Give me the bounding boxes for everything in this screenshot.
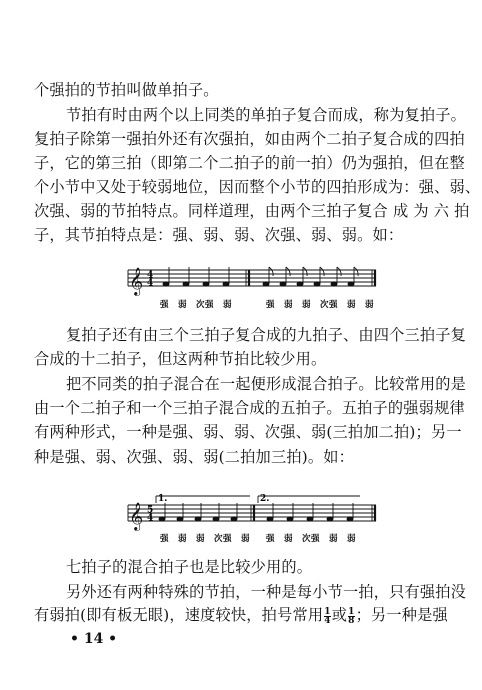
text-line: 复拍子除第一强拍外还有次强拍，如由两个二拍子复合成的四拍 <box>34 130 465 148</box>
text-segment: ；另一种是强 <box>355 606 448 624</box>
text-line: 七拍子的混合拍子也是比较少用的。 <box>66 558 313 576</box>
beat-labels: 强 弱 次强 弱 弱 <box>266 534 357 544</box>
music-staff <box>120 262 380 298</box>
text-line: 个强拍的节拍叫做单拍子。 <box>34 81 219 99</box>
volta-1: 1. <box>158 494 168 504</box>
treble-clef-icon: 𝄞 <box>129 502 144 530</box>
beat-labels: 强 弱 弱 次强 弱 <box>160 534 251 544</box>
time-sig-den: 4 <box>147 513 154 524</box>
text-line: 次强、弱的节拍特点。同样道理，由两个三拍子复合 成 为 六 拍 <box>34 202 470 220</box>
text-line: 有两种形式，一种是强、弱、弱、次强、弱(三拍加二拍)；另一 <box>34 423 462 441</box>
text-line: 子，其节拍特点是：强、弱、弱、次强、弱、弱。如： <box>34 226 404 244</box>
beat-labels: 强 弱 次强 弱 <box>160 300 233 310</box>
page-number: • 14 • <box>70 631 118 647</box>
text-line: 合成的十二拍子，但这两种节拍比较少用。 <box>34 350 327 368</box>
text-line: 个小节中又处于较弱地位，因而整个小节的四拍形成为：强、弱、 <box>34 178 481 196</box>
treble-clef-icon: 𝄞 <box>129 267 144 295</box>
volta-2: 2. <box>260 494 270 504</box>
time-sig-den: 4 <box>147 278 154 289</box>
music-staff <box>120 493 380 533</box>
text-line: 把不同类的拍子混合在一起便形成混合拍子。比较常用的是 <box>66 375 467 393</box>
fraction-one-eighth: $\frac{1}{8}$ <box>348 606 355 626</box>
text-line: 由一个二拍子和一个三拍子混合成的五拍子。五拍子的强弱规律 <box>34 399 465 417</box>
text-line: 另外还有两种特殊的节拍，一种是每小节一拍，只有强拍没 <box>66 583 467 601</box>
fraction-one-quarter: $\frac{1}{4}$ <box>324 606 331 626</box>
text-line <box>34 605 448 625</box>
time-sig-num: 4 <box>147 270 154 281</box>
text-line: 子，它的第三拍（即第二个二拍子的前一拍）仍为强拍，但在整 <box>34 154 465 172</box>
text-line: 复拍子还有由三个三拍子复合成的九拍子、由四个三拍子复 <box>66 326 467 344</box>
time-sig-num: 5 <box>147 505 154 516</box>
music-example-1 <box>120 262 380 298</box>
text-segment: 有弱拍(即有板无眼)，速度较快，拍号常用 <box>34 606 324 624</box>
beat-labels: 强 弱 弱 次强 弱 弱 <box>266 300 375 310</box>
text-segment: 或 <box>331 606 348 624</box>
music-example-2 <box>120 493 380 533</box>
text-line: 种是强、弱、次强、弱、弱(二拍加三拍)。如： <box>34 448 355 466</box>
text-line: 节拍有时由两个以上同类的单拍子复合而成，称为复拍子。 <box>66 106 467 124</box>
